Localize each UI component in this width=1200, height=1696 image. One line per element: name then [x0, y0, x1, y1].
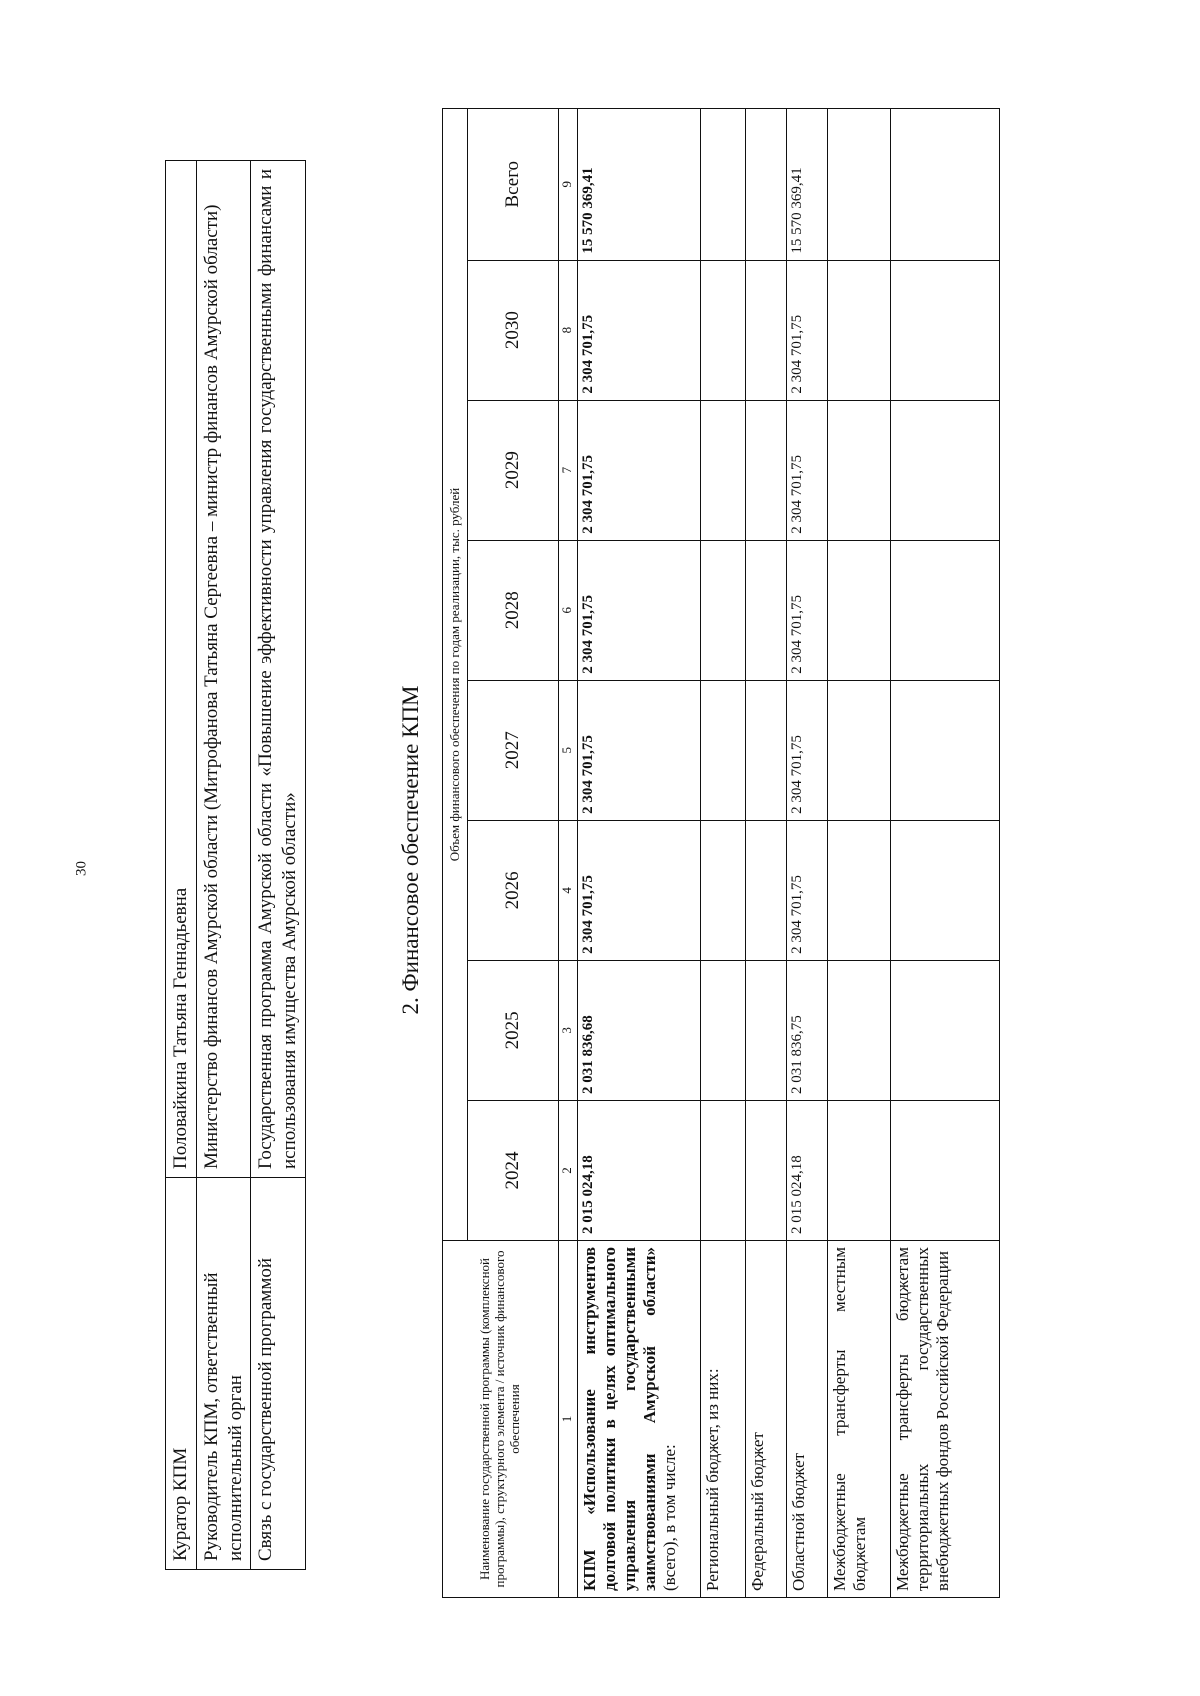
table-row	[251, 161, 306, 1570]
column-number-row	[559, 109, 578, 1598]
column-number: 1	[559, 1241, 578, 1598]
value-cell: 2 031 836,75	[787, 960, 828, 1100]
value-cell	[828, 1100, 891, 1240]
value-cell	[828, 680, 891, 820]
table-header-row	[443, 109, 468, 1598]
row-name: Межбюджетные трансферты бюджетам территориальных государственных внебюджетных фондов Российской Федерации	[891, 1241, 1000, 1598]
value-cell	[746, 680, 787, 820]
info-value: Государственная программа Амурской области «Повышение эффективности управления государственными финансами и использования имущества Амурской области»	[251, 161, 306, 1178]
value-cell	[891, 400, 1000, 540]
value-cell	[746, 820, 787, 960]
column-number: 2	[559, 1100, 578, 1240]
total-cell	[891, 109, 1000, 261]
info-value: Министерство финансов Амурской области (Митрофанова Татьяна Сергеевна – министр финансов Амурской области)	[196, 161, 251, 1178]
value-cell: 2 015 024,18	[578, 1100, 701, 1240]
value-cell	[828, 960, 891, 1100]
value-cell	[828, 540, 891, 680]
kpm-name-bold: КПМ «Использование инструментов долговой политики в целях оптимального управления государственными заимствованиями Амурской области»	[580, 1247, 660, 1591]
column-number: 5	[559, 680, 578, 820]
info-label: Куратор КПМ	[166, 1178, 197, 1570]
total-cell	[701, 109, 746, 261]
row-name: Межбюджетные трансферты местным бюджетам	[828, 1241, 891, 1598]
year-header: 2026	[468, 820, 559, 960]
table-row	[828, 109, 891, 1598]
value-cell	[746, 400, 787, 540]
value-cell	[828, 400, 891, 540]
value-cell	[701, 260, 746, 400]
table-row	[746, 109, 787, 1598]
row-name: Областной бюджет	[787, 1241, 828, 1598]
column-number: 4	[559, 820, 578, 960]
table-row	[166, 161, 197, 1570]
value-cell: 2 015 024,18	[787, 1100, 828, 1240]
value-cell	[891, 1100, 1000, 1240]
total-cell: 15 570 369,41	[578, 109, 701, 261]
page-number: 30	[73, 861, 90, 876]
column-number: 7	[559, 400, 578, 540]
value-cell	[828, 820, 891, 960]
table-row	[787, 109, 828, 1598]
column-number: 8	[559, 260, 578, 400]
column-number: 6	[559, 540, 578, 680]
total-cell	[828, 109, 891, 261]
finance-table	[442, 108, 1000, 1598]
value-cell: 2 304 701,75	[787, 680, 828, 820]
info-label: Руководитель КПМ, ответственный исполнительный орган	[196, 1178, 251, 1570]
total-cell	[746, 109, 787, 261]
value-cell	[746, 1100, 787, 1240]
value-cell	[701, 820, 746, 960]
table-row	[196, 161, 251, 1570]
info-label: Связь с государственной программой	[251, 1178, 306, 1570]
value-cell: 2 304 701,75	[578, 540, 701, 680]
value-cell: 2 304 701,75	[787, 540, 828, 680]
value-cell: 2 031 836,68	[578, 960, 701, 1100]
value-cell: 2 304 701,75	[578, 820, 701, 960]
row-name: Региональный бюджет, из них:	[701, 1241, 746, 1598]
value-cell	[746, 540, 787, 680]
value-cell: 2 304 701,75	[578, 260, 701, 400]
name-column-header: Наименование государственной программы (комплексной программы), структурного элемента / источник финансового обеспечения	[443, 1241, 559, 1598]
year-header: 2027	[468, 680, 559, 820]
value-cell	[891, 820, 1000, 960]
year-header: 2025	[468, 960, 559, 1100]
column-number: 3	[559, 960, 578, 1100]
kpm-name-rest: (всего), в том числе:	[660, 1444, 680, 1591]
value-cell	[701, 960, 746, 1100]
value-cell	[701, 680, 746, 820]
rotated-page-content	[150, 80, 1160, 1620]
year-header: 2028	[468, 540, 559, 680]
row-name: Федеральный бюджет	[746, 1241, 787, 1598]
value-cell: 2 304 701,75	[787, 260, 828, 400]
table-row	[891, 109, 1000, 1598]
column-number: 9	[559, 109, 578, 261]
volume-group-header: Объем финансового обеспечения по годам реализации, тыс. рублей	[443, 109, 468, 1241]
value-cell: 2 304 701,75	[787, 820, 828, 960]
value-cell: 2 304 701,75	[578, 400, 701, 540]
value-cell	[701, 400, 746, 540]
value-cell	[701, 1100, 746, 1240]
row-name	[578, 1241, 701, 1598]
value-cell	[891, 260, 1000, 400]
table-row	[701, 109, 746, 1598]
value-cell: 2 304 701,75	[787, 400, 828, 540]
table-row	[578, 109, 701, 1598]
year-header: 2030	[468, 260, 559, 400]
value-cell: 2 304 701,75	[578, 680, 701, 820]
kpm-info-table	[165, 160, 306, 1570]
value-cell	[828, 260, 891, 400]
year-header: 2024	[468, 1100, 559, 1240]
total-header: Всего	[468, 109, 559, 261]
section-title: 2. Финансовое обеспечение КПМ	[398, 685, 423, 1015]
info-value: Половайкина Татьяна Геннадьевна	[166, 161, 197, 1178]
value-cell	[891, 960, 1000, 1100]
total-cell: 15 570 369,41	[787, 109, 828, 261]
value-cell	[746, 960, 787, 1100]
value-cell	[891, 540, 1000, 680]
value-cell	[701, 540, 746, 680]
value-cell	[746, 260, 787, 400]
value-cell	[891, 680, 1000, 820]
year-header: 2029	[468, 400, 559, 540]
